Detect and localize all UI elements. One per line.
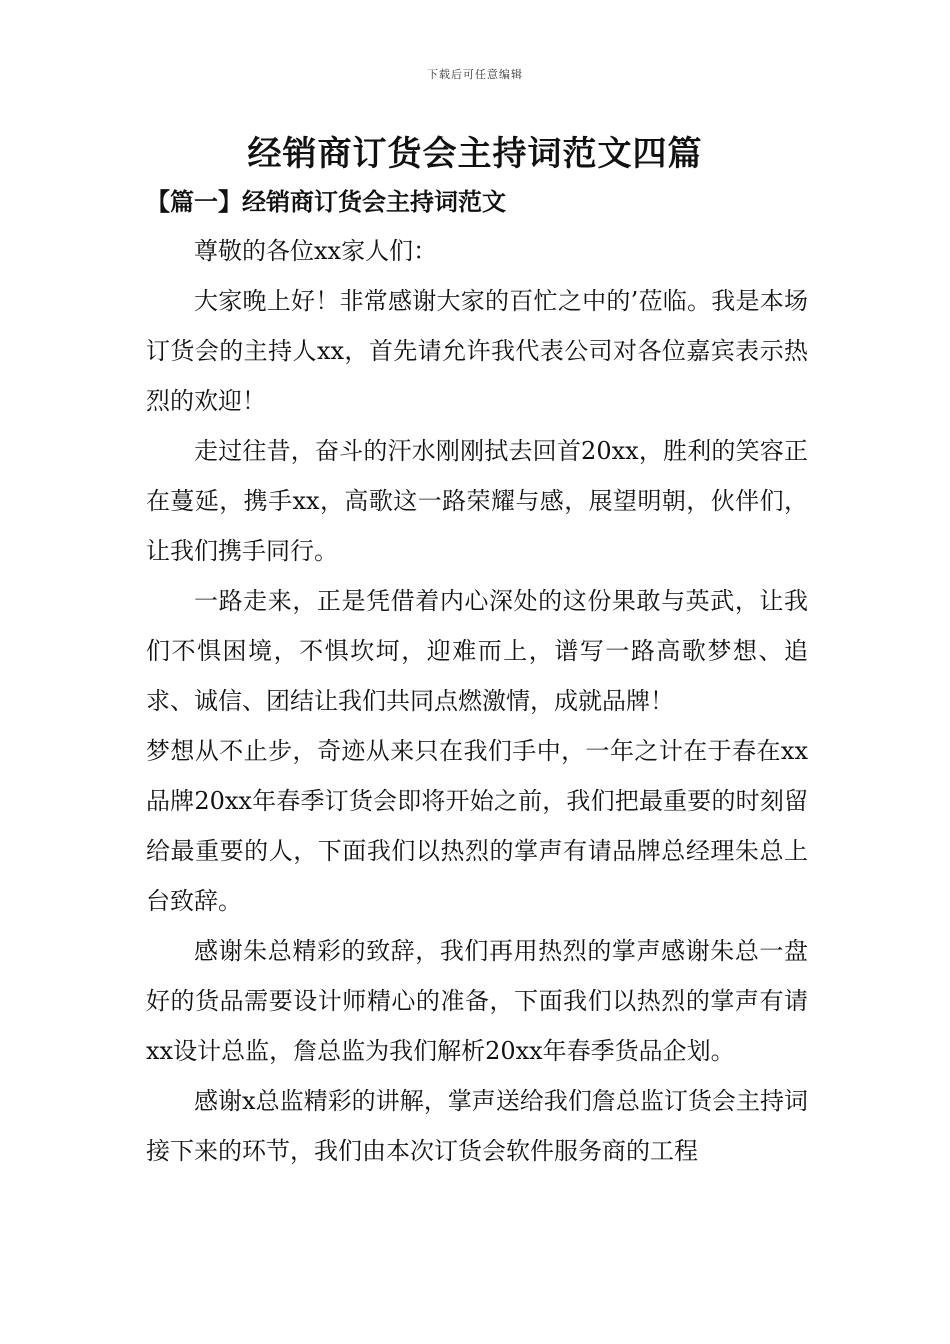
paragraph-review: 走过往昔，奋斗的汗水刚刚拭去回首20xx，胜利的笑容正在蔓延，携手xx，高歌这一路荣耀与感，展望明朝，伙伴们，让我们携手同行。 [146,437,808,565]
paragraph-thanks-zhu: 感谢朱总精彩的致辞，我们再用热烈的掌声感谢朱总一盘好的货品需要设计师精心的准备，下面我们以热烈的掌声有请xx设计总监，詹总监为我们解析20xx年春季货品企划。 [146,937,808,1065]
paragraph-journey: 一路走来，正是凭借着内心深处的这份果敢与英武，让我们不惧困境，不惧坎坷，迎难而上，谱写一路高歌梦想、追求、诚信、团结让我们共同点燃激情，成就品牌！ [146,587,808,715]
paragraph-greeting: 尊敬的各位xx家人们： [194,237,438,265]
paragraph-dream: 梦想从不止步，奇迹从来只在我们手中，一年之计在于春在xx品牌20xx年春季订货会即将开始之前，我们把最重要的时刻留给最重要的人，下面我们以热烈的掌声有请品牌总经理朱总上台致辞。 [146,737,808,915]
paragraph-thanks-director: 感谢x总监精彩的讲解，掌声送给我们詹总监订货会主持词接下来的环节，我们由本次订货会软件服务商的工程 [146,1087,808,1165]
header-note: 下载后可任意编辑 [427,68,523,81]
document-title: 经销商订货会主持词范文四篇 [247,134,703,174]
body-text [146,226,808,1176]
section-heading: 【篇一】经销商订货会主持词范文 [146,187,506,216]
paragraph-welcome: 大家晚上好！非常感谢大家的百忙之中的’莅临。我是本场订货会的主持人xx，首先请允许我代表公司对各位嘉宾表示热烈的欢迎！ [146,287,808,415]
